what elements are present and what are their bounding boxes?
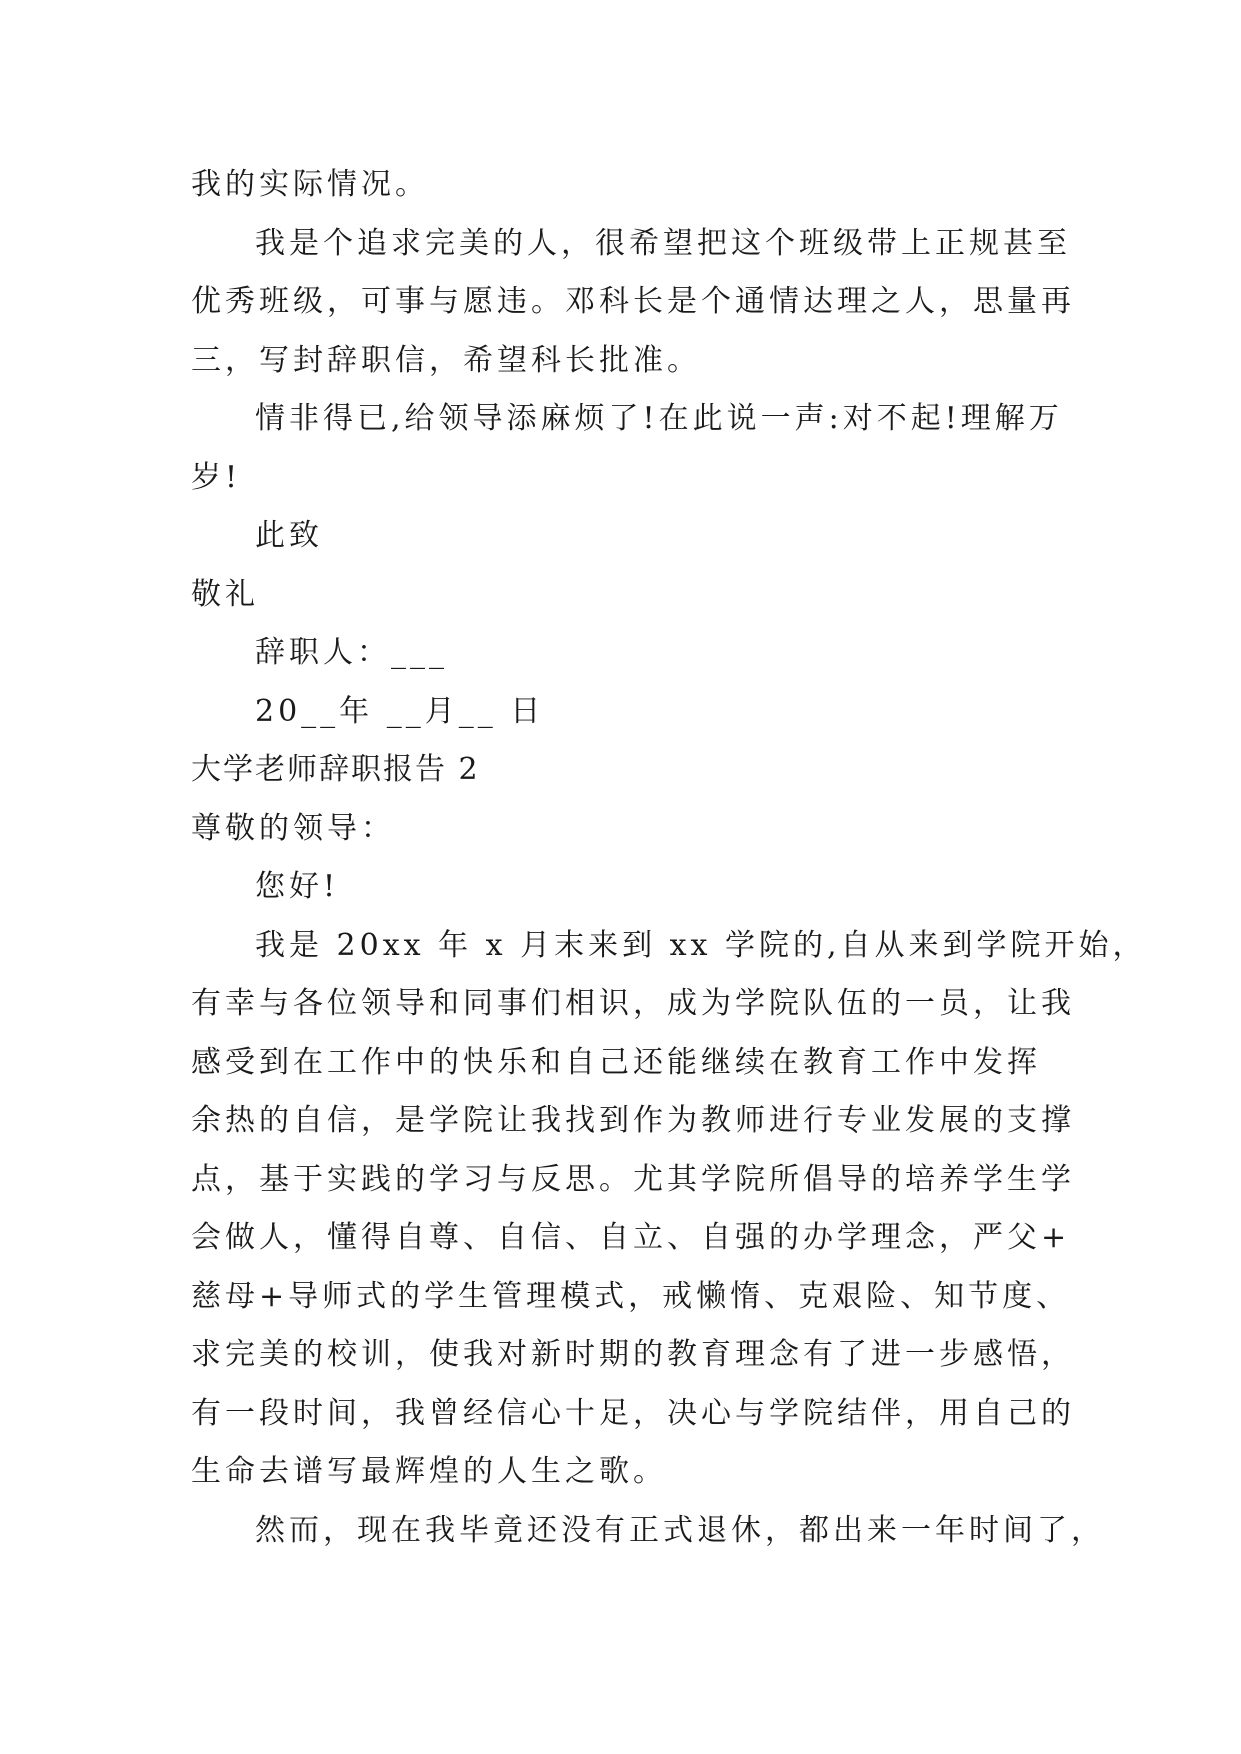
text-line: 求完美的校训，使我对新时期的教育理念有了进一步感悟， (191, 1337, 1075, 1372)
closing-salutation: 此致 (255, 518, 323, 553)
text-line: 会做人，懂得自尊、自信、自立、自强的办学理念，严父+ (191, 1220, 1071, 1255)
text-line: 情非得已,给领导添麻烦了!在此说一声:对不起!理解万 (255, 401, 1063, 436)
text-line: 感受到在工作中的快乐和自己还能继续在教育工作中发挥 (191, 1044, 1041, 1080)
text-line: 三，写封辞职信，希望科长批准。 (191, 342, 701, 378)
text-line: 点，基于实践的学习与反思。尤其学院所倡导的培养学生学 (191, 1161, 1075, 1197)
text-line: 慈母+导师式的学生管理模式，戒懒惰、克艰险、知节度、 (191, 1278, 1071, 1314)
text-line: 有一段时间，我曾经信心十足，决心与学院结伴，用自己的 (191, 1395, 1075, 1431)
document-body (191, 156, 1147, 1560)
text-line: 余热的自信，是学院让我找到作为教师进行专业发展的支撑 (191, 1103, 1075, 1138)
text-line: 生命去谱写最辉煌的人生之歌。 (191, 1454, 667, 1489)
greeting: 您好! (255, 869, 340, 904)
text-line: 有幸与各位领导和同事们相识，成为学院队伍的一员，让我 (191, 986, 1075, 1021)
text-line: 我是个追求完美的人，很希望把这个班级带上正规甚至 (255, 225, 1071, 261)
greeting-recipient: 尊敬的领导： (191, 810, 395, 846)
date-line: 20__年 __月__ 日 (255, 693, 545, 729)
text-line: 优秀班级，可事与愿违。邓科长是个通情达理之人，思量再 (191, 284, 1075, 319)
text-line: 岁! (191, 459, 242, 495)
text-line: 我的实际情况。 (191, 167, 429, 202)
text-line: 我是 20xx 年 x 月末来到 xx 学院的,自从来到学院开始， (255, 927, 1147, 963)
text-line: 然而，现在我毕竟还没有正式退休，都出来一年时间了， (255, 1512, 1105, 1548)
section-heading: 大学老师辞职报告 2 (191, 752, 480, 787)
signature-line: 辞职人：___ (255, 635, 448, 670)
closing-regards: 敬礼 (191, 576, 259, 612)
